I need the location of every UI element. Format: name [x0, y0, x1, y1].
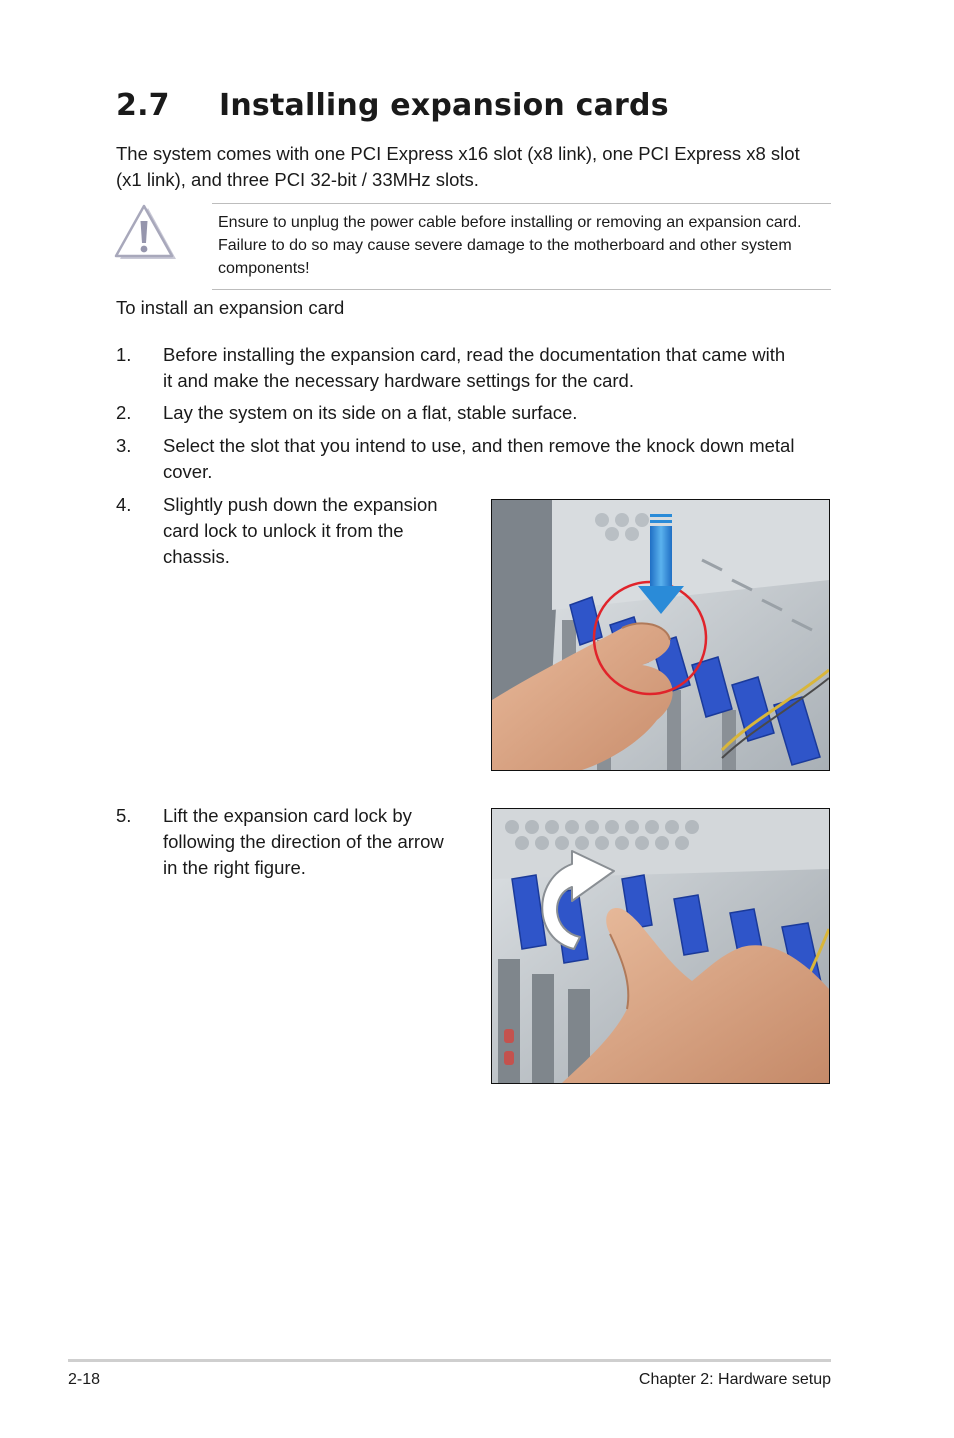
step-item — [116, 492, 476, 570]
intro-paragraph: The system comes with one PCI Express x16 slot (x8 link), one PCI Express x8 slot (x1 link), and three PCI 32-bit / 33MHz slots. — [116, 143, 800, 190]
step-number: 1. — [116, 344, 132, 365]
figure-lift-card-lock — [491, 808, 830, 1084]
section-number: 2.7 — [116, 88, 170, 123]
unlock-photo-illustration — [492, 500, 829, 770]
step-text: Lay the system on its side on a flat, stable surface. — [163, 402, 578, 423]
page-number: 2-18 — [68, 1371, 101, 1388]
figure-unlock-card-lock — [491, 499, 830, 771]
lift-photo-illustration — [492, 809, 829, 1083]
section-heading — [116, 88, 669, 123]
caution-bottom-rule — [212, 289, 831, 290]
section-title: Installing expansion cards — [219, 88, 669, 123]
warning-triangle-icon — [114, 204, 178, 262]
procedure-subheading: To install an expansion card — [116, 297, 345, 318]
chapter-label: Chapter 2: Hardware setup — [638, 1371, 831, 1388]
step-item — [116, 342, 836, 394]
step-number: 3. — [116, 435, 132, 456]
footer-rule — [68, 1359, 831, 1362]
step-number: 4. — [116, 494, 132, 515]
step-number: 2. — [116, 402, 132, 423]
step-item — [116, 400, 836, 426]
caution-text: Ensure to unplug the power cable before installing or removing an expansion card. Failure to do so may cause severe damage to the motherboard and other system components! — [218, 214, 802, 277]
caution-top-rule — [212, 203, 831, 204]
step-text: Slightly push down the expansion card lock to unlock it from the chassis. — [163, 494, 438, 567]
step-item — [116, 803, 476, 881]
step-item — [116, 433, 836, 485]
step-text: Select the slot that you intend to use, and then remove the knock down metal cover. — [163, 435, 795, 482]
step-text: Before installing the expansion card, read the documentation that came with it and make the necessary hardware settings for the card. — [163, 344, 786, 391]
step-text: Lift the expansion card lock by following the direction of the arrow in the right figure. — [163, 805, 444, 878]
step-number: 5. — [116, 805, 132, 826]
